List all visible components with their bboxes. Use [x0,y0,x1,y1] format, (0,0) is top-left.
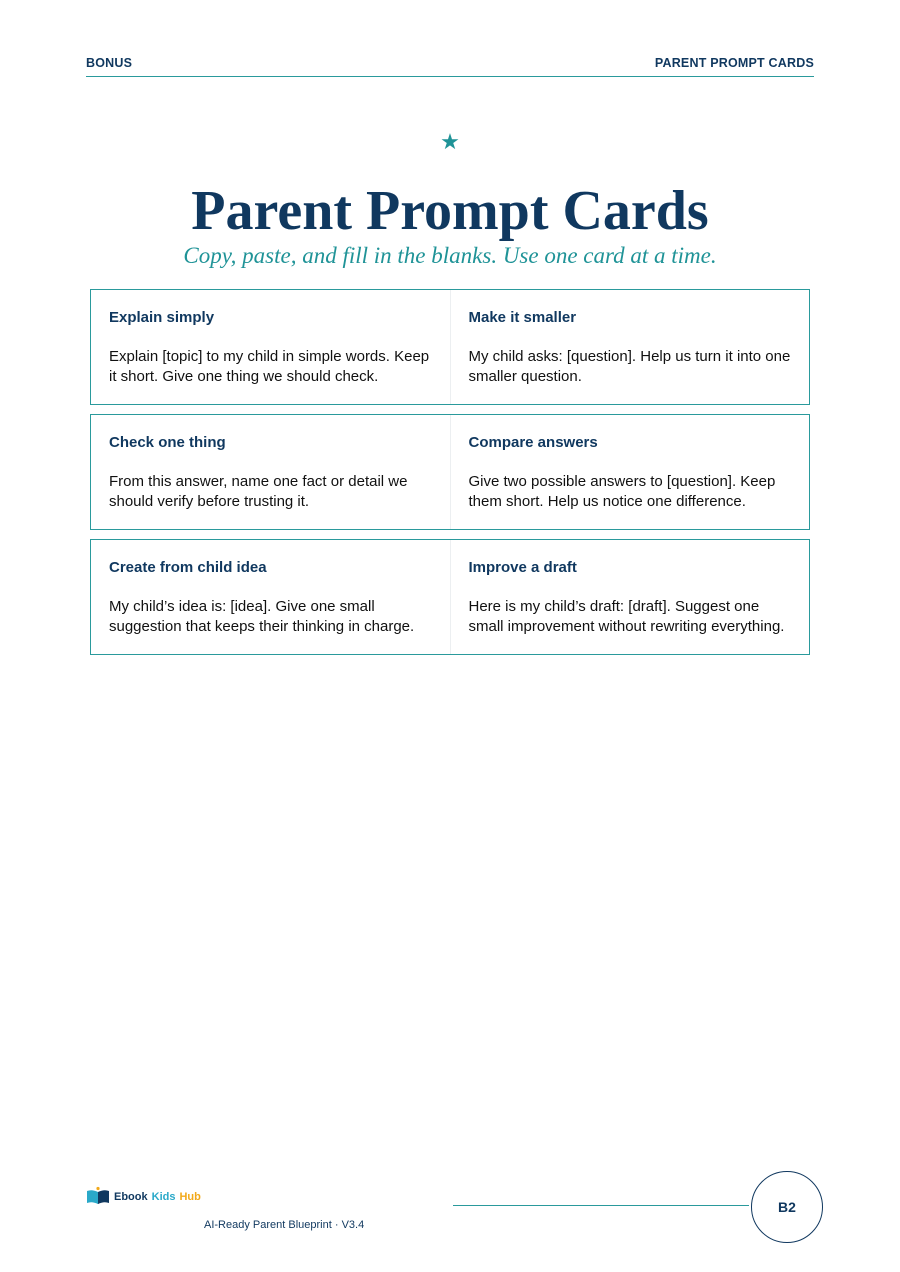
page-header [86,56,814,77]
card-body: My child’s idea is: [idea]. Give one small suggestion that keeps their thinking in charge. [109,598,415,635]
prompt-card [91,540,450,654]
header-section-label: BONUS [86,56,133,70]
card-body: From this answer, name one fact or detail we should verify before trusting it. [109,473,408,510]
prompt-card [450,415,810,529]
prompt-card [450,290,810,404]
logo-kids-text: Kids [151,1191,176,1203]
logo-brand-text: Ebook [114,1191,148,1203]
logo-hub-text: Hub [179,1191,201,1203]
card-title: Create from child idea [109,559,267,576]
card-title: Compare answers [468,434,598,451]
card-body: My child asks: [question]. Help us turn it into one smaller question. [468,348,791,385]
footer-divider [453,1205,749,1206]
prompt-card [450,540,810,654]
header-chapter-label: PARENT PROMPT CARDS [654,56,814,70]
open-book-icon [86,1186,110,1209]
card-title: Explain simply [109,309,215,326]
page-number-badge: B2 [751,1171,823,1243]
card-body: Give two possible answers to [question]. Keep them short. Help us notice one difference. [468,473,776,510]
card-body: Explain [topic] to my child in simple words. Keep it short. Give one thing we should check. [109,348,430,385]
card-row [90,414,810,530]
card-row [90,539,810,655]
card-title: Improve a draft [468,559,577,576]
brand-logo [86,1186,201,1208]
page-subtitle: Copy, paste, and fill in the blanks. Use one card at a time. [183,243,717,268]
card-title: Check one thing [109,434,226,451]
card-body: Here is my child’s draft: [draft]. Suggest one small improvement without rewriting everything. [468,598,785,635]
page-title: Parent Prompt Cards [191,180,709,242]
card-title: Make it smaller [468,309,577,326]
card-row [90,289,810,405]
footer-doc-label: AI-Ready Parent Blueprint · V3.4 [204,1219,365,1231]
prompt-card [91,290,450,404]
prompt-card [91,415,450,529]
star-icon: ★ [440,130,460,155]
